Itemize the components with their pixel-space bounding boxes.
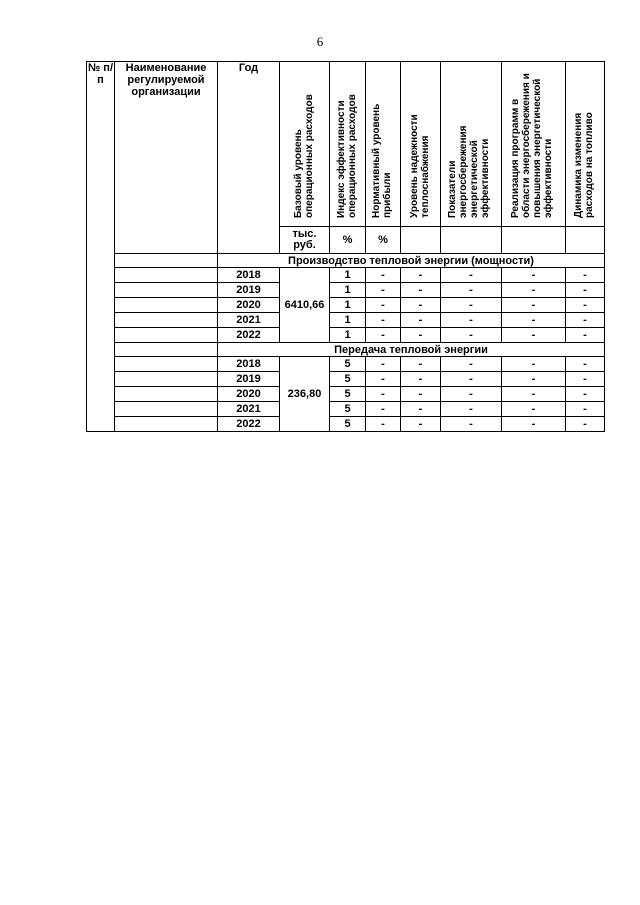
index-cell: 1 [330, 313, 366, 328]
fuel-dynamics-cell: - [566, 387, 605, 402]
org-cell [115, 254, 218, 268]
org-cell [115, 283, 218, 298]
header-efficiency-index: Индекс эффективности операционных расходов [330, 62, 366, 227]
year-cell: 2022 [218, 328, 280, 343]
year-cell: 2018 [218, 357, 280, 372]
programs-cell: - [502, 387, 566, 402]
header-num: № п/п [87, 62, 115, 432]
fuel-dynamics-cell: - [566, 372, 605, 387]
header-year: Год [218, 62, 280, 254]
index-cell: 1 [330, 298, 366, 313]
header-fuel-dynamics: Динамика изменения расходов на топливо [566, 62, 605, 227]
org-cell [115, 268, 218, 283]
fuel-dynamics-cell: - [566, 357, 605, 372]
fuel-dynamics-cell: - [566, 328, 605, 343]
header-profit-level: Нормативный уровень прибыли [366, 62, 401, 227]
section-title: Производство тепловой энергии (мощности) [218, 254, 605, 268]
index-cell: 5 [330, 387, 366, 402]
energy-saving-cell: - [441, 328, 502, 343]
unit-empty [441, 227, 502, 254]
programs-cell: - [502, 298, 566, 313]
index-cell: 5 [330, 372, 366, 387]
unit-empty [502, 227, 566, 254]
profit-cell: - [366, 387, 401, 402]
header-programs: Реализация программ в области энергосбережения и повышения энергетической эффективности [502, 62, 566, 227]
year-cell: 2021 [218, 313, 280, 328]
programs-cell: - [502, 417, 566, 432]
energy-saving-cell: - [441, 283, 502, 298]
energy-saving-cell: - [441, 313, 502, 328]
profit-cell: - [366, 283, 401, 298]
table-row [87, 313, 605, 328]
unit-efficiency-index: % [330, 227, 366, 254]
page-number: 6 [316, 34, 324, 49]
profit-cell: - [366, 417, 401, 432]
section-title-row [87, 254, 605, 268]
section-title-row [87, 343, 605, 357]
reliability-cell: - [401, 328, 441, 343]
programs-cell: - [502, 313, 566, 328]
reliability-cell: - [401, 417, 441, 432]
profit-cell: - [366, 298, 401, 313]
index-cell: 5 [330, 402, 366, 417]
table-row [87, 357, 605, 372]
profit-cell: - [366, 268, 401, 283]
profit-cell: - [366, 372, 401, 387]
unit-empty [401, 227, 441, 254]
org-cell [115, 372, 218, 387]
fuel-dynamics-cell: - [566, 283, 605, 298]
unit-base-cost: тыс. руб. [280, 227, 330, 254]
year-cell: 2020 [218, 298, 280, 313]
profit-cell: - [366, 402, 401, 417]
org-cell [115, 298, 218, 313]
year-cell: 2020 [218, 387, 280, 402]
energy-saving-cell: - [441, 417, 502, 432]
table-row [87, 387, 605, 402]
org-cell [115, 402, 218, 417]
header-row [87, 62, 605, 227]
org-cell [115, 387, 218, 402]
profit-cell: - [366, 328, 401, 343]
org-cell [115, 357, 218, 372]
programs-cell: - [502, 268, 566, 283]
header-base-cost: Базовый уровень операционных расходов [280, 62, 330, 227]
table-row [87, 402, 605, 417]
programs-cell: - [502, 372, 566, 387]
header-org: Наименование регулируемой организации [115, 62, 218, 254]
table-row [87, 283, 605, 298]
energy-saving-cell: - [441, 372, 502, 387]
header-energy-saving: Показатели энергосбережения энергетической эффективности [441, 62, 502, 227]
energy-saving-cell: - [441, 402, 502, 417]
section-title: Передача тепловой энергии [218, 343, 605, 357]
reliability-cell: - [401, 268, 441, 283]
fuel-dynamics-cell: - [566, 268, 605, 283]
org-cell [115, 328, 218, 343]
fuel-dynamics-cell: - [566, 417, 605, 432]
energy-saving-cell: - [441, 268, 502, 283]
reliability-cell: - [401, 402, 441, 417]
table-row [87, 372, 605, 387]
index-cell: 5 [330, 357, 366, 372]
programs-cell: - [502, 402, 566, 417]
base-cost-value: 236,80 [280, 357, 330, 432]
year-cell: 2019 [218, 372, 280, 387]
energy-saving-cell: - [441, 387, 502, 402]
table-row [87, 298, 605, 313]
reliability-cell: - [401, 298, 441, 313]
unit-profit-level: % [366, 227, 401, 254]
efficiency-table [86, 61, 605, 432]
year-cell: 2022 [218, 417, 280, 432]
reliability-cell: - [401, 372, 441, 387]
header-reliability: Уровень надежности теплоснабжения [401, 62, 441, 227]
org-cell [115, 417, 218, 432]
programs-cell: - [502, 328, 566, 343]
year-cell: 2019 [218, 283, 280, 298]
fuel-dynamics-cell: - [566, 313, 605, 328]
reliability-cell: - [401, 387, 441, 402]
energy-saving-cell: - [441, 357, 502, 372]
org-cell [115, 313, 218, 328]
org-cell [115, 343, 218, 357]
base-cost-value: 6410,66 [280, 268, 330, 343]
programs-cell: - [502, 357, 566, 372]
programs-cell: - [502, 283, 566, 298]
profit-cell: - [366, 313, 401, 328]
table-row [87, 328, 605, 343]
index-cell: 1 [330, 328, 366, 343]
fuel-dynamics-cell: - [566, 402, 605, 417]
year-cell: 2021 [218, 402, 280, 417]
fuel-dynamics-cell: - [566, 298, 605, 313]
energy-saving-cell: - [441, 298, 502, 313]
table-row [87, 268, 605, 283]
profit-cell: - [366, 357, 401, 372]
index-cell: 5 [330, 417, 366, 432]
index-cell: 1 [330, 283, 366, 298]
reliability-cell: - [401, 357, 441, 372]
year-cell: 2018 [218, 268, 280, 283]
index-cell: 1 [330, 268, 366, 283]
reliability-cell: - [401, 283, 441, 298]
unit-empty [566, 227, 605, 254]
table-row [87, 417, 605, 432]
reliability-cell: - [401, 313, 441, 328]
